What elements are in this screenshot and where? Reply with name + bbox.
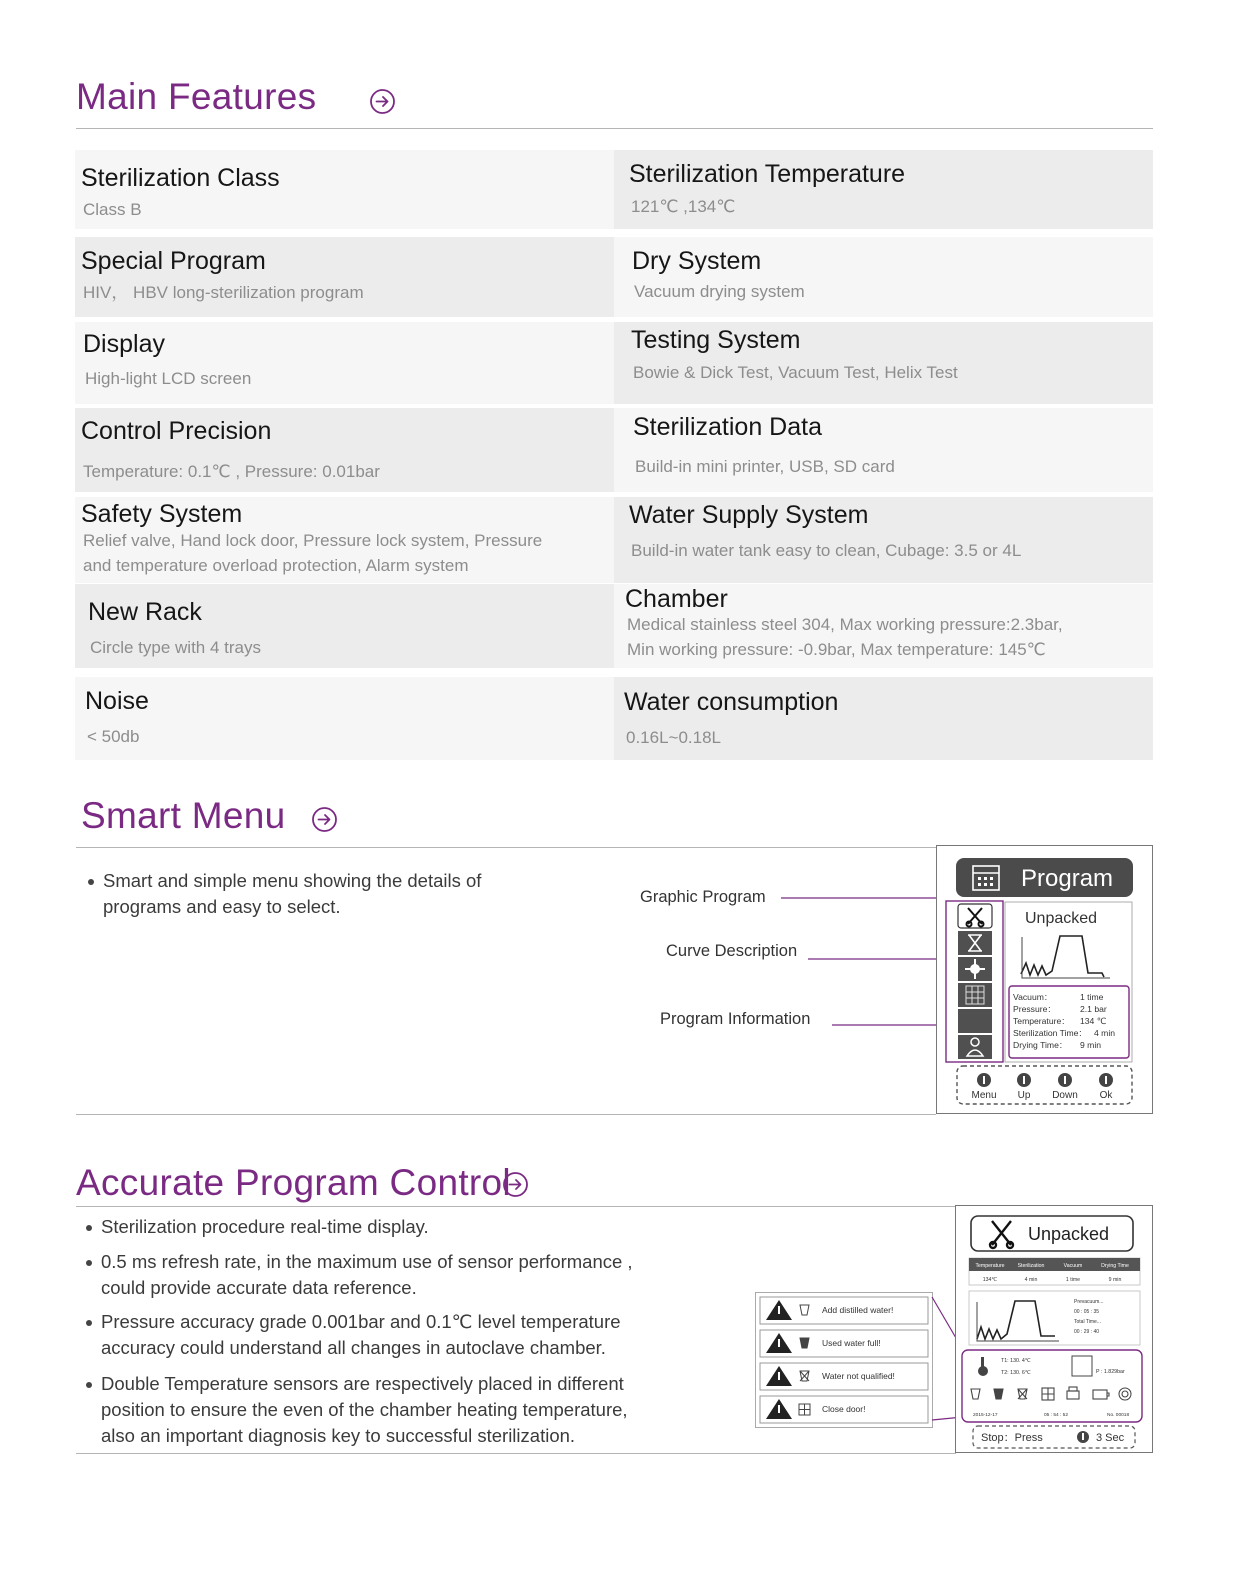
table-value: 4 min	[1024, 1277, 1038, 1283]
bullet-line: also an important diagnosis key to successful sterilization.	[101, 1425, 576, 1446]
program-header-label: Program	[1021, 865, 1114, 892]
feature-description: Bowie & Dick Test, Vacuum Test, Helix Test	[633, 363, 958, 382]
bullet-line: 0.5 ms refresh rate, in the maximum use of sensor performance ,	[101, 1251, 633, 1272]
menu-button-label: Menu	[971, 1090, 997, 1101]
feature-title: New Rack	[88, 598, 202, 626]
feature-description: High-light LCD screen	[85, 369, 252, 388]
info-value: 9 min	[1080, 1040, 1102, 1050]
info-value: 2.1 bar	[1080, 1004, 1107, 1014]
callout-program-information: Program Information	[660, 1010, 811, 1028]
feature-title: Sterilization Class	[81, 164, 280, 192]
status-line: 00 : 05 : 35	[1074, 1309, 1100, 1315]
table-header: Drying Time	[1101, 1263, 1129, 1269]
feature-description: HIV， HBV long-sterilization program	[83, 283, 364, 302]
feature-description: Medical stainless steel 304, Max working pressure:2.3bar,	[627, 615, 1063, 634]
info-value: 4 min	[1094, 1028, 1116, 1038]
pressure-icon	[1072, 1356, 1092, 1376]
bullet-line: Sterilization procedure real-time display.	[101, 1216, 429, 1237]
temperature-t1: T1: 130. 4℃	[1001, 1358, 1031, 1364]
info-label: Sterilization Time：	[1013, 1028, 1088, 1038]
main-features-title: Main Features	[76, 76, 317, 117]
bullet-line: Double Temperature sensors are respectively placed in different	[101, 1373, 624, 1394]
table-header: Vacuum	[1063, 1263, 1083, 1269]
table-header: Sterilization	[1017, 1263, 1045, 1269]
date-value: 2015-12-17	[973, 1413, 998, 1418]
feature-title: Chamber	[625, 585, 728, 613]
feature-description: and temperature overload protection, Alarm system	[83, 556, 469, 575]
status-line: 00 : 29 : 40	[1074, 1329, 1100, 1335]
stop-duration: 3 Sec	[1096, 1432, 1125, 1444]
alert-close-door: Close door!	[822, 1404, 866, 1414]
feature-title: Water Supply System	[629, 501, 869, 529]
down-button-label: Down	[1052, 1090, 1078, 1101]
info-value: 134 ℃	[1080, 1016, 1107, 1026]
info-label: Drying Time：	[1013, 1040, 1068, 1050]
alert-water-full: Used water full!	[822, 1338, 881, 1348]
feature-description: Circle type with 4 trays	[90, 638, 261, 657]
feature-description: Build-in water tank easy to clean, Cubage: 3.5 or 4L	[631, 541, 1022, 560]
table-value: 1 time	[1065, 1277, 1081, 1283]
feature-title: Special Program	[81, 247, 266, 275]
callout-curve-description: Curve Description	[666, 942, 798, 960]
feature-title: Control Precision	[81, 417, 272, 445]
feature-title: Sterilization Data	[633, 413, 822, 441]
bullet-line: Pressure accuracy grade 0.001bar and 0.1℃ level temperature	[101, 1311, 621, 1332]
feature-description: Temperature: 0.1℃ , Pressure: 0.01bar	[83, 462, 380, 481]
bullet-line: position to ensure the even of the chamber heating temperature,	[101, 1399, 628, 1420]
pressure-value: P : 1.829bar	[1096, 1369, 1125, 1375]
feature-title: Noise	[85, 687, 149, 715]
status-line: Total Time...	[1074, 1319, 1101, 1325]
bullet-line: accuracy could understand all changes in autoclave chamber.	[101, 1337, 606, 1358]
callout-graphic-program: Graphic Program	[640, 888, 766, 906]
feature-description: Min working pressure: -0.9bar, Max temperature: 145℃	[627, 640, 1046, 659]
ok-button-label: Ok	[1099, 1090, 1113, 1101]
info-label: Pressure：	[1013, 1004, 1056, 1014]
alert-water-not-qualified: Water not qualified!	[822, 1371, 895, 1381]
number-value: No. 00018	[1107, 1413, 1130, 1418]
info-label: Temperature：	[1013, 1016, 1070, 1026]
bullet-line: programs and easy to select.	[103, 896, 341, 917]
feature-description: 121℃ ,134℃	[631, 197, 736, 216]
feature-title: Water consumption	[624, 688, 839, 716]
accurate-control-title: Accurate Program Control	[76, 1162, 511, 1203]
info-value: 1 time	[1080, 992, 1104, 1002]
feature-description: 0.16L~0.18L	[626, 728, 722, 747]
smart-menu-title: Smart Menu	[81, 795, 286, 836]
up-button-label: Up	[1017, 1090, 1031, 1101]
running-screen	[955, 1205, 1154, 1454]
feature-title: Safety System	[81, 500, 243, 528]
bullet-line: Smart and simple menu showing the details of	[103, 870, 482, 891]
feature-description: Relief valve, Hand lock door, Pressure lock system, Pressure	[83, 531, 543, 550]
feature-description: Class B	[83, 200, 142, 219]
feature-description: Vacuum drying system	[634, 282, 805, 301]
feature-title: Dry System	[632, 247, 762, 275]
time-value: 05 : 54 : 52	[1044, 1413, 1069, 1418]
feature-title: Testing System	[631, 326, 801, 354]
table-header: Temperature	[975, 1263, 1005, 1269]
temperature-t2: T2: 130. 6℃	[1001, 1370, 1031, 1376]
status-line: Prevacuum...	[1074, 1299, 1104, 1305]
running-program-name: Unpacked	[1028, 1224, 1110, 1244]
feature-description: Build-in mini printer, USB, SD card	[635, 457, 895, 476]
feature-title: Display	[83, 330, 165, 358]
table-value: 134℃	[982, 1277, 998, 1283]
info-label: Vacuum：	[1013, 992, 1053, 1002]
alert-add-water: Add distilled water!	[822, 1305, 894, 1315]
stop-label: Stop：Press	[981, 1432, 1043, 1444]
feature-title: Sterilization Temperature	[629, 160, 906, 188]
table-value: 9 min	[1108, 1277, 1122, 1283]
program-name: Unpacked	[1025, 910, 1098, 927]
feature-description: < 50db	[87, 727, 140, 746]
bullet-line: could provide accurate data reference.	[101, 1277, 417, 1298]
